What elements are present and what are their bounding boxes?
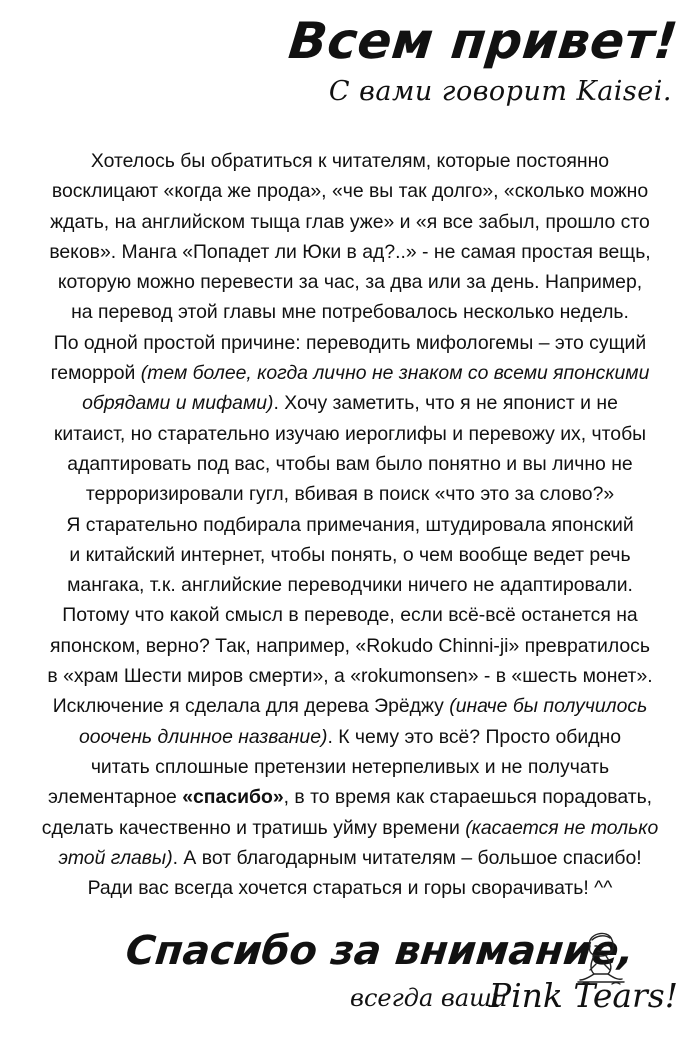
greeting-title: Всем привет! bbox=[286, 12, 682, 70]
letter-text: , в то время как стараешься порадовать, bbox=[283, 786, 653, 809]
letter-text: . А вот благодарным читателям – большое спасибо! bbox=[172, 846, 642, 869]
letter-line: ждать, на английском тыща глав уже» и «я все забыл, прошло сто bbox=[50, 210, 650, 233]
letter-line: мангака, т.к. английские переводчики ничего не адаптировали. bbox=[67, 574, 633, 597]
letter-line: По одной простой причине: переводить мифологемы – это сущий bbox=[53, 331, 647, 354]
letter-line: китаист, но старательно изучаю иероглифы и перевожу их, чтобы bbox=[53, 422, 647, 445]
letter-line: в «храм Шести миров смерти», а «rokumonsen» - в «шесть монет». bbox=[47, 665, 653, 688]
letter-line: Потому что какой смысл в переводе, если всё-всё останется на bbox=[62, 604, 638, 627]
thanks-heading: Спасибо за внимание, bbox=[123, 928, 637, 974]
letter-text: Исключение я сделала для дерева Эрёджу bbox=[52, 695, 450, 718]
letter-line: терроризировали гугл, вбивая в поиск «что это за слово?» bbox=[85, 483, 615, 506]
translator-letter bbox=[30, 146, 670, 903]
letter-line bbox=[30, 813, 670, 843]
letter-italic-note: (касается не только bbox=[465, 816, 659, 839]
team-name: Pink Tears! bbox=[488, 976, 678, 1015]
letter-line: японском, верно? Так, например, «Rokudo Chinni-ji» превратилось bbox=[50, 634, 650, 657]
letter-line: читать сплошные претензии нетерпеливых и не получать bbox=[90, 755, 610, 778]
letter-line bbox=[30, 388, 670, 418]
signoff-text: всегда ваши bbox=[350, 984, 508, 1012]
letter-italic-note: ооочень длинное название) bbox=[78, 725, 328, 748]
letter-line bbox=[30, 722, 670, 752]
letter-text: сделать качественно и тратишь уйму времени bbox=[41, 816, 466, 839]
letter-line: которую можно перевести за час, за два или за день. Например, bbox=[57, 271, 643, 294]
letter-line: Я старательно подбирала примечания, штудировала японский bbox=[66, 513, 634, 536]
letter-line bbox=[30, 358, 670, 388]
letter-line: адаптировать под вас, чтобы вам было понятно и вы лично не bbox=[67, 452, 633, 475]
letter-italic-note: этой главы) bbox=[58, 846, 173, 869]
letter-text: . К чему это всё? Просто обидно bbox=[327, 725, 622, 748]
letter-line: веков». Манга «Попадет ли Юки в ад?..» - не самая простая вещь, bbox=[49, 240, 651, 263]
letter-line bbox=[30, 782, 670, 812]
letter-text: элементарное bbox=[47, 786, 183, 809]
letter-line: Ради вас всегда хочется стараться и горы сворачивать! ^^ bbox=[87, 877, 613, 900]
letter-italic-note: обрядами и мифами) bbox=[82, 392, 274, 415]
letter-line bbox=[30, 691, 670, 721]
letter-line: Хотелось бы обратиться к читателям, которые постоянно bbox=[90, 150, 610, 172]
letter-bold-thanks: «спасибо» bbox=[182, 786, 284, 809]
letter-line: и китайский интернет, чтобы понять, о чем вообще ведет речь bbox=[69, 543, 631, 566]
greeting-subtitle: С вами говорит Kaisei. bbox=[328, 76, 672, 107]
letter-text: геморрой bbox=[50, 362, 141, 385]
letter-line: восклицают «когда же прода», «че вы так долго», «сколько можно bbox=[51, 180, 649, 203]
letter-line bbox=[30, 843, 670, 873]
letter-italic-note: (тем более, когда лично не знаком со всеми японскими bbox=[140, 362, 650, 385]
letter-italic-note: (иначе бы получилось bbox=[449, 695, 648, 718]
letter-line: на перевод этой главы мне потребовалось несколько недель. bbox=[71, 301, 629, 324]
letter-text: . Хочу заметить, что я не японист и не bbox=[273, 392, 618, 415]
